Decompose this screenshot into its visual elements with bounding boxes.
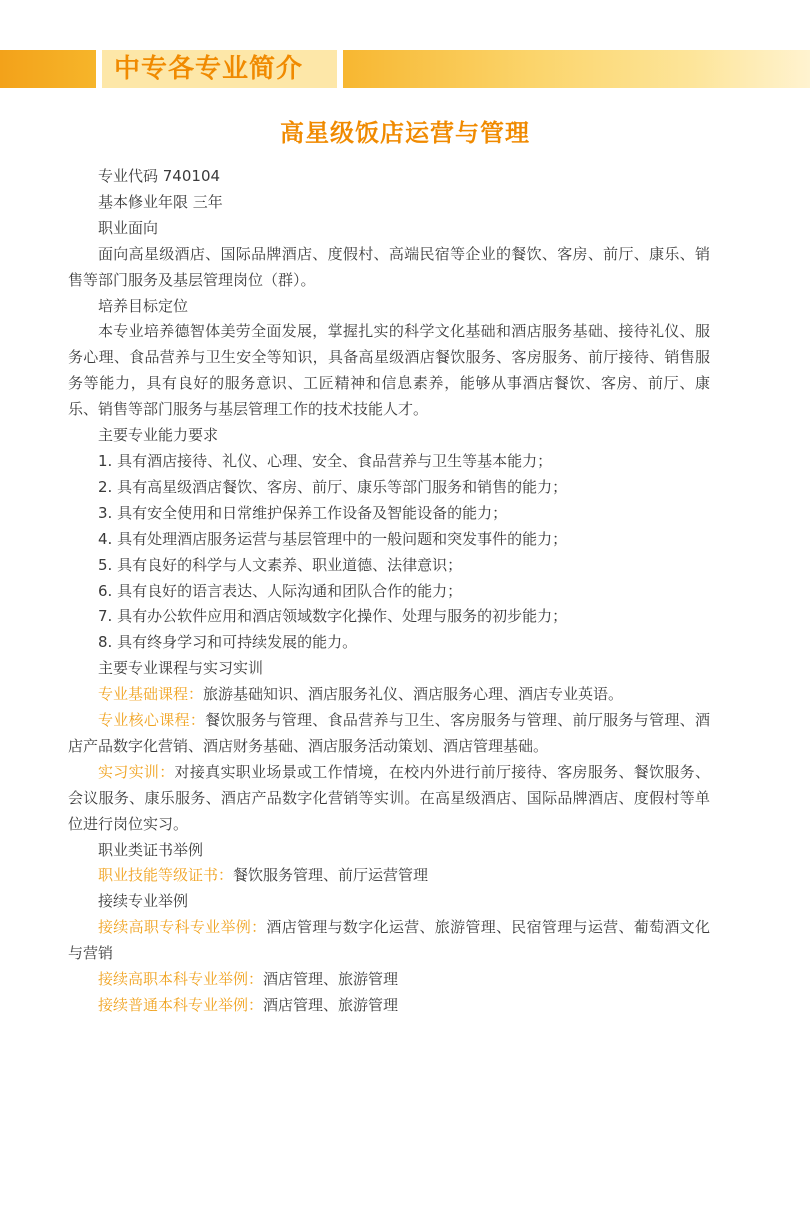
ability-heading: 主要专业能力要求 xyxy=(98,426,219,445)
practice-label: 实习实训： xyxy=(98,762,175,781)
banner-bar-right xyxy=(343,50,810,88)
further-heading: 接续专业举例 xyxy=(98,892,189,911)
ability-item: 2. 具有高星级酒店餐饮、客房、前厅、康乐等部门服务和销售的能力； xyxy=(98,477,568,496)
further-vocational-label: 接续高职专科专业举例： xyxy=(98,918,267,937)
goal-heading: 培养目标定位 xyxy=(98,296,189,315)
further-bachelor-general xyxy=(68,993,710,1019)
further-bachelor-vocational-text: 酒店管理、旅游管理 xyxy=(263,970,399,989)
ability-item: 7. 具有办公软件应用和酒店领域数字化操作、处理与服务的初步能力； xyxy=(98,607,568,626)
ability-item: 3. 具有安全使用和日常维护保养工作设备及智能设备的能力； xyxy=(98,503,508,522)
study-duration: 基本修业年限 三年 xyxy=(98,192,223,211)
core-courses xyxy=(68,708,710,760)
core-courses-label: 专业核心课程： xyxy=(98,711,206,730)
further-bachelor-vocational-label: 接续高职本科专业举例： xyxy=(98,970,264,989)
job-text: 面向高星级酒店、国际品牌酒店、度假村、高端民宿等企业的餐饮、客房、前厅、康乐、销售等部门服务及基层管理岗位（群）。 xyxy=(68,244,710,289)
basic-courses-text: 旅游基础知识、酒店服务礼仪、酒店服务心理、酒店专业英语。 xyxy=(203,685,624,704)
further-bachelor-general-label: 接续普通本科专业举例： xyxy=(98,996,264,1014)
banner-title-box xyxy=(102,50,337,88)
practice xyxy=(68,760,710,838)
goal-text: 本专业培养德智体美劳全面发展，掌握扎实的科学文化基础和酒店服务基础、接待礼仪、服务心理、食品营养与卫生安全等知识，具备高星级酒店餐饮服务、客房服务、前厅接待、销售服务等能力，具有良好的服务意识、工匠精神和信息素养，能够从事酒店餐饮、客房、前厅、康乐、销售等部门服务与基层管理工作的技术技能人才。 xyxy=(68,322,710,419)
major-code: 专业代码 740104 xyxy=(98,167,221,185)
further-bachelor-general-text: 酒店管理、旅游管理 xyxy=(263,996,399,1014)
cert-label: 职业技能等级证书： xyxy=(98,866,234,885)
further-vocational-text: 酒店管理与数字化运营、旅游管理、民宿管理与运营、葡萄酒文化与营销 xyxy=(68,918,710,963)
further-vocational xyxy=(68,915,710,967)
ability-item: 8. 具有终身学习和可持续发展的能力。 xyxy=(98,633,358,652)
banner-bar-left xyxy=(0,50,96,88)
section-banner xyxy=(0,50,810,88)
ability-item: 1. 具有酒店接待、礼仪、心理、安全、食品营养与卫生等基本能力； xyxy=(98,451,553,470)
cert-heading: 职业类证书举例 xyxy=(98,840,204,859)
course-heading: 主要专业课程与实习实训 xyxy=(98,659,264,678)
core-courses-text: 餐饮服务与管理、食品营养与卫生、客房服务与管理、前厅服务与管理、酒店产品数字化营销、酒店财务基础、酒店服务活动策划、酒店管理基础。 xyxy=(68,711,710,755)
major-title: 高星级饭店运营与管理 xyxy=(280,119,530,147)
further-bachelor-vocational xyxy=(68,967,710,993)
cert-text: 餐饮服务管理、前厅运营管理 xyxy=(233,866,429,885)
ability-item: 5. 具有良好的科学与人文素养、职业道德、法律意识； xyxy=(98,555,463,574)
ability-item: 4. 具有处理酒店服务运营与基层管理中的一般问题和突发事件的能力； xyxy=(98,529,568,548)
major-description xyxy=(68,164,710,1019)
certificates xyxy=(68,863,710,889)
job-heading: 职业面向 xyxy=(98,218,159,237)
section-title: 中专各专业简介 xyxy=(114,54,304,84)
practice-text: 对接真实职业场景或工作情境，在校内外进行前厅接待、客房服务、餐饮服务、会议服务、康乐服务、酒店产品数字化营销等实训。在高星级酒店、国际品牌酒店、度假村等单位进行岗位实习。 xyxy=(68,762,710,833)
basic-courses-label: 专业基础课程： xyxy=(98,685,204,704)
basic-courses xyxy=(68,682,710,708)
ability-item: 6. 具有良好的语言表达、人际沟通和团队合作的能力； xyxy=(98,581,463,600)
